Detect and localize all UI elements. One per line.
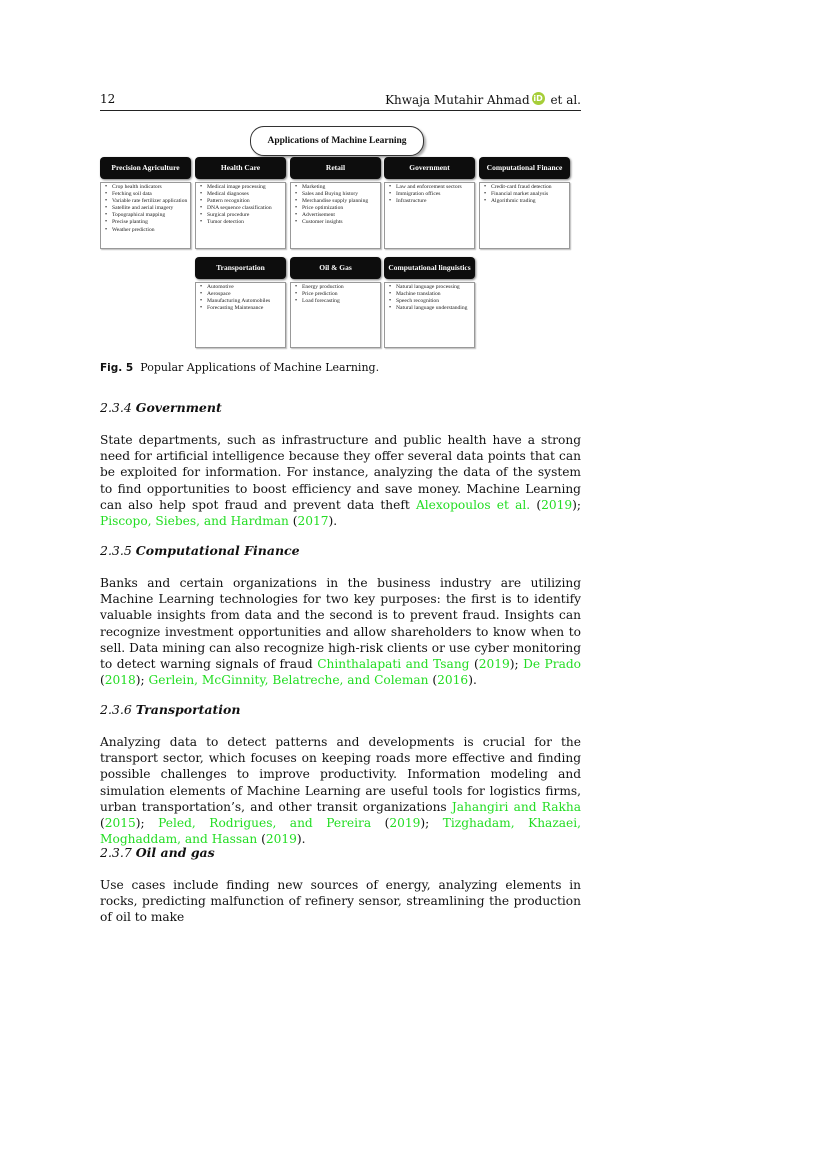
category-heading: Government	[384, 157, 475, 179]
list-item: • Precise planting	[112, 219, 188, 226]
citation-link[interactable]: Alexopoulos et al.	[415, 497, 531, 512]
list-item: • Natural language processing	[396, 284, 472, 291]
list-item: • Immigration offices	[396, 191, 472, 198]
citation-year-link[interactable]: 2017	[297, 514, 329, 529]
paragraph-government: State departments, such as infrastructure and public health have a strong need for artificial intelligence because they offer several data points that can be exploited for information. For instance, analyzing the data of the system to find opportunities to boost efficiency and save money. Machine Learning can also help spot fraud and prevent data theft Alexopoulos et al. (2019); Piscopo, Siebes, and Hardman (2017).	[100, 433, 581, 529]
running-header	[100, 92, 581, 112]
citation-year-link[interactable]: 2018	[104, 673, 136, 688]
category-heading: Computational linguistics	[384, 257, 475, 279]
section-title: Government	[135, 400, 222, 415]
category-items	[384, 282, 475, 348]
category-heading: Precision Agriculture	[100, 157, 191, 179]
list-item: • Medical image processing	[207, 184, 283, 191]
list-item: • Merchandise supply planning	[302, 198, 378, 205]
header-rule	[100, 110, 581, 111]
category-items	[384, 182, 475, 249]
list-item: • Satellite and aerial imagery	[112, 205, 188, 212]
et-al: et al.	[550, 93, 581, 107]
list-item: • Sales and Buying history	[302, 191, 378, 198]
page-number: 12	[100, 92, 116, 106]
list-item: • Fetching soil data	[112, 191, 188, 198]
category-computational-linguistics	[384, 257, 475, 348]
list-item: • Law and enforcement sectors	[396, 184, 472, 191]
list-item: • Advertisement	[302, 212, 378, 219]
section-title: Computational Finance	[135, 543, 300, 558]
running-authors	[385, 92, 581, 107]
citation-link[interactable]: Chinthalapati and Tsang	[317, 657, 470, 672]
paragraph-transportation: Analyzing data to detect patterns and developments is crucial for the transport sector, which focuses on keeping roads more effective and finding possible challenges to improve productivity. Information modeling and simulation elements of Machine Learning are useful tools for logistics firms, urban transportation’s, and other transit organizations Jahangiri and Rakha (2015); Peled, Rodrigues, and Pereira (2019); Tizghadam, Khazaei, Moghaddam, and Hassan (2019).	[100, 735, 581, 847]
list-item: • Price optimization	[302, 205, 378, 212]
category-computational-finance	[479, 157, 570, 249]
paragraph-text: Analyzing data to detect patterns and developments is crucial for the transport sector, which focuses on keeping roads more effective and finding possible challenges to improve productivity. Information modeling and simulation elements of Machine Learning are useful tools for logistics firms, urban transportation’s, and other transit organizations	[100, 735, 581, 814]
list-item: • Forecasting Maintenance	[207, 305, 283, 312]
section-heading-transportation	[100, 702, 240, 717]
list-item: • Medical diagnoses	[207, 191, 283, 198]
figure-caption	[100, 361, 379, 374]
section-number: 2.3.7	[100, 845, 132, 860]
citation-year-link[interactable]: 2019	[478, 657, 510, 672]
category-heading: Oil & Gas	[290, 257, 381, 279]
category-items	[195, 282, 286, 348]
caption-text: Popular Applications of Machine Learning.	[140, 361, 380, 374]
list-item: • Tumor detection	[207, 219, 283, 226]
citation-link[interactable]: Tizghadam, Khazaei, Moghaddam, and Hassan	[100, 816, 581, 847]
list-item: • DNA sequence classification	[207, 205, 283, 212]
list-item: • Automotive	[207, 284, 283, 291]
list-item: • Crop health indicators	[112, 184, 188, 191]
section-number: 2.3.5	[100, 543, 132, 558]
citation-link[interactable]: Gerlein, McGinnity, Belatreche, and Coleman	[148, 673, 429, 688]
category-precision-agriculture	[100, 157, 191, 249]
category-health-care	[195, 157, 286, 249]
category-heading: Computational Finance	[479, 157, 570, 179]
figure-5	[100, 124, 581, 354]
category-heading: Health Care	[195, 157, 286, 179]
citation-link[interactable]: Jahangiri and Rakha	[451, 799, 581, 814]
category-items	[100, 182, 191, 249]
category-heading: Transportation	[195, 257, 286, 279]
section-number: 2.3.4	[100, 400, 132, 415]
section-title: Transportation	[135, 702, 241, 717]
category-items	[290, 282, 381, 348]
category-items	[290, 182, 381, 249]
paragraph-text: State departments, such as infrastructure and public health have a strong need for artificial intelligence because they offer several data points that can be exploited for information. For instance, analyzing the data of the system to find opportunities to boost efficiency and save money. Machine Learning can also help spot fraud and prevent data theft	[100, 433, 581, 512]
caption-label: Fig. 5	[100, 362, 134, 374]
category-transportation	[195, 257, 286, 348]
list-item: • Speech recognition	[396, 298, 472, 305]
section-number: 2.3.6	[100, 702, 132, 717]
citation-year-link[interactable]: 2019	[265, 832, 297, 847]
list-item: • Credit-card fraud detection	[491, 184, 567, 191]
category-items	[195, 182, 286, 249]
figure-title: Applications of Machine Learning	[250, 126, 424, 156]
paragraph-text: Banks and certain organizations in the business industry are utilizing Machine Learning technologies for two key purposes: the first is to identify valuable insights from data and the second is to prevent fraud. Insights can recognize investment opportunities and allow shareholders to know when to sell. Data mining can also recognize high-risk clients or use cyber monitoring to detect warning signals of fraud	[100, 576, 581, 672]
category-heading: Retail	[290, 157, 381, 179]
citation-link[interactable]: Peled, Rodrigues, and Pereira	[158, 816, 372, 831]
category-government	[384, 157, 475, 249]
citation-link[interactable]: De Prado	[523, 657, 581, 672]
list-item: • Weather prediction	[112, 227, 188, 234]
citation-year-link[interactable]: 2016	[437, 673, 469, 688]
list-item: • Marketing	[302, 184, 378, 191]
list-item: • Price prediction	[302, 291, 378, 298]
paragraph-oil-and-gas	[100, 877, 581, 926]
citation-link[interactable]: Piscopo, Siebes, and Hardman	[100, 514, 289, 529]
list-item: • Load forecasting	[302, 298, 378, 305]
citation-year-link[interactable]: 2015	[104, 816, 136, 831]
list-item: • Surgical procedure	[207, 212, 283, 219]
paragraph-text: Use cases include finding new sources of energy, analyzing elements in rocks, predicting malfunction of refinery sensor, streamlining the production of oil to make	[100, 878, 581, 925]
category-oil-gas	[290, 257, 381, 348]
list-item: • Manufacturing Automobiles	[207, 298, 283, 305]
section-heading-oil-and-gas	[100, 845, 215, 860]
list-item: • Customer insights	[302, 219, 378, 226]
author-name: Khwaja Mutahir Ahmad	[385, 93, 530, 107]
list-item: • Topographical mapping	[112, 212, 188, 219]
category-retail	[290, 157, 381, 249]
list-item: • Financial market analysis	[491, 191, 567, 198]
section-heading-government	[100, 400, 222, 415]
list-item: • Pattern recognition	[207, 198, 283, 205]
list-item: • Infrastructure	[396, 198, 472, 205]
list-item: • Natural language understanding	[396, 305, 472, 312]
list-item: • Energy production	[302, 284, 378, 291]
list-item: • Machine translation	[396, 291, 472, 298]
citation-year-link[interactable]: 2019	[389, 816, 421, 831]
section-title: Oil and gas	[135, 845, 215, 860]
section-heading-computational-finance	[100, 543, 300, 558]
list-item: • Algorithmic trading	[491, 198, 567, 205]
citation-year-link[interactable]: 2019	[541, 497, 573, 512]
orcid-icon[interactable]: iD	[533, 94, 543, 103]
list-item: • Variable rate fertilizer application	[112, 198, 188, 205]
category-items	[479, 182, 570, 249]
list-item: • Aerospace	[207, 291, 283, 298]
paragraph-computational-finance: Banks and certain organizations in the business industry are utilizing Machine Learning technologies for two key purposes: the first is to identify valuable insights from data and the second is to prevent fraud. Insights can recognize investment opportunities and allow shareholders to know when to sell. Data mining can also recognize high-risk clients or use cyber monitoring to detect warning signals of fraud Chinthalapati and Tsang (2019); De Prado (2018); Gerlein, McGinnity, Belatreche, and Coleman (2016).	[100, 576, 581, 688]
